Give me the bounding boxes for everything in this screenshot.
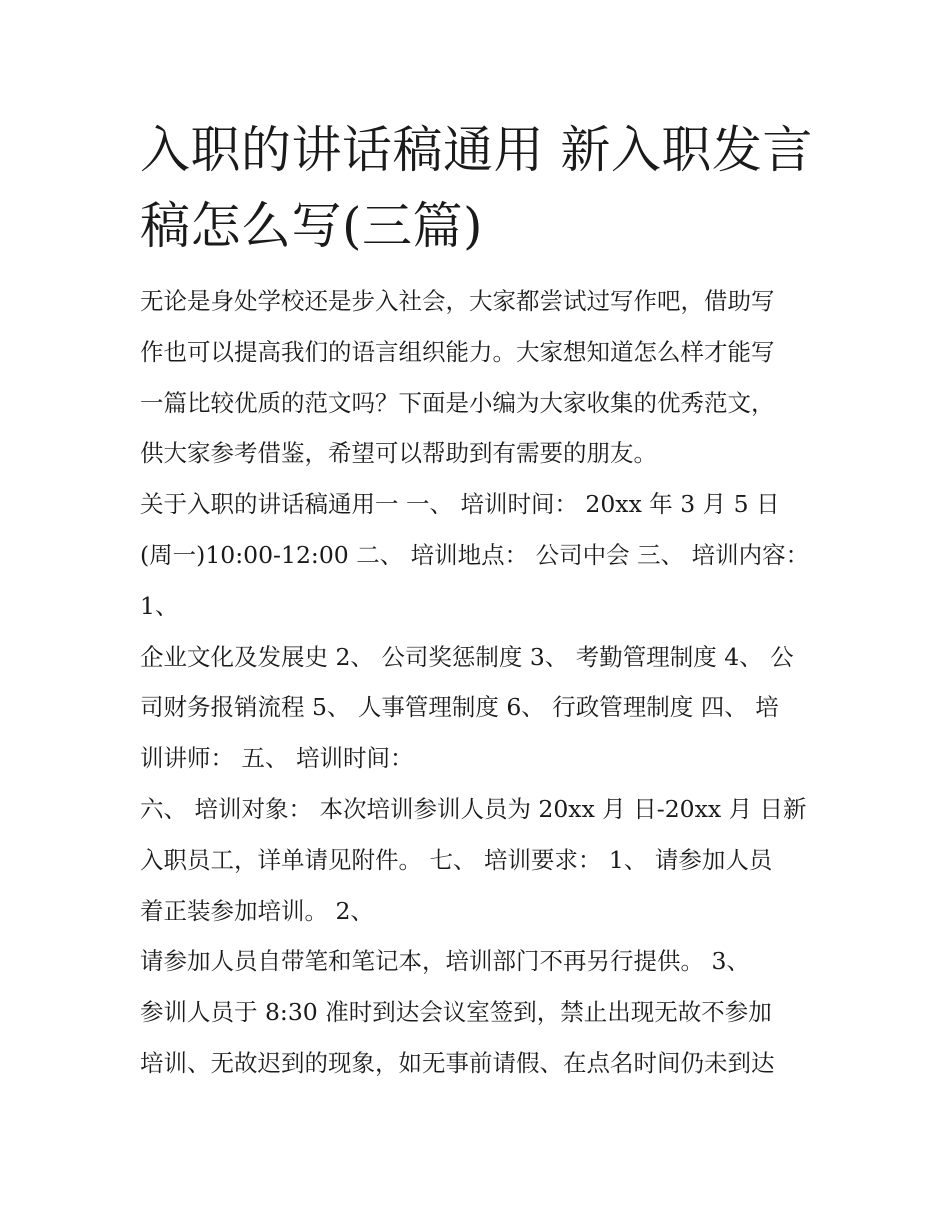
body-line: 1、 xyxy=(140,591,179,620)
body-line: 六、 培训对象： 本次培训参训人员为 20xx 月 日-20xx 月 日新 xyxy=(140,794,807,823)
body-line: 参训人员于 8:30 准时到达会议室签到，禁止出现无故不参加 xyxy=(140,998,772,1027)
body-line: 司财务报销流程 5、 人事管理制度 6、 行政管理制度 四、 培 xyxy=(140,693,779,722)
body-line: 培训、无故迟到的现象，如无事前请假、在点名时间仍未到达 xyxy=(140,1048,775,1077)
body-line: (周一)10:00-12:00 二、 培训地点： 公司中会 三、 培训内容： xyxy=(140,540,810,569)
body-line: 作也可以提高我们的语言组织能力。大家想知道怎么样才能写 xyxy=(140,337,775,366)
title-line: 入职的讲话稿通用 新入职发言 xyxy=(140,121,813,179)
body-line: 无论是身处学校还是步入社会，大家都尝试过写作吧，借助写 xyxy=(140,287,775,315)
body-line: 请参加人员自带笔和笔记本，培训部门不再另行提供。 3、 xyxy=(140,947,750,976)
document-body xyxy=(140,276,820,1089)
body-line: 着正装参加培训。 2、 xyxy=(140,896,374,925)
body-line: 企业文化及发展史 2、 公司奖惩制度 3、 考勤管理制度 4、 公 xyxy=(140,642,794,671)
body-line: 供大家参考借鉴，希望可以帮助到有需要的朋友。 xyxy=(140,439,657,468)
document-title xyxy=(140,112,820,264)
body-line: 训讲师： 五、 培训时间： xyxy=(140,744,414,773)
body-line: 一篇比较优质的范文吗？下面是小编为大家收集的优秀范文， xyxy=(140,388,775,417)
body-line: 入职员工，详单请见附件。 七、 培训要求： 1、 请参加人员 xyxy=(140,845,773,874)
body-line: 关于入职的讲话稿通用一 一、 培训时间： 20xx 年 3 月 5 日 xyxy=(140,490,780,519)
title-line: 稿怎么写(三篇) xyxy=(140,197,484,255)
